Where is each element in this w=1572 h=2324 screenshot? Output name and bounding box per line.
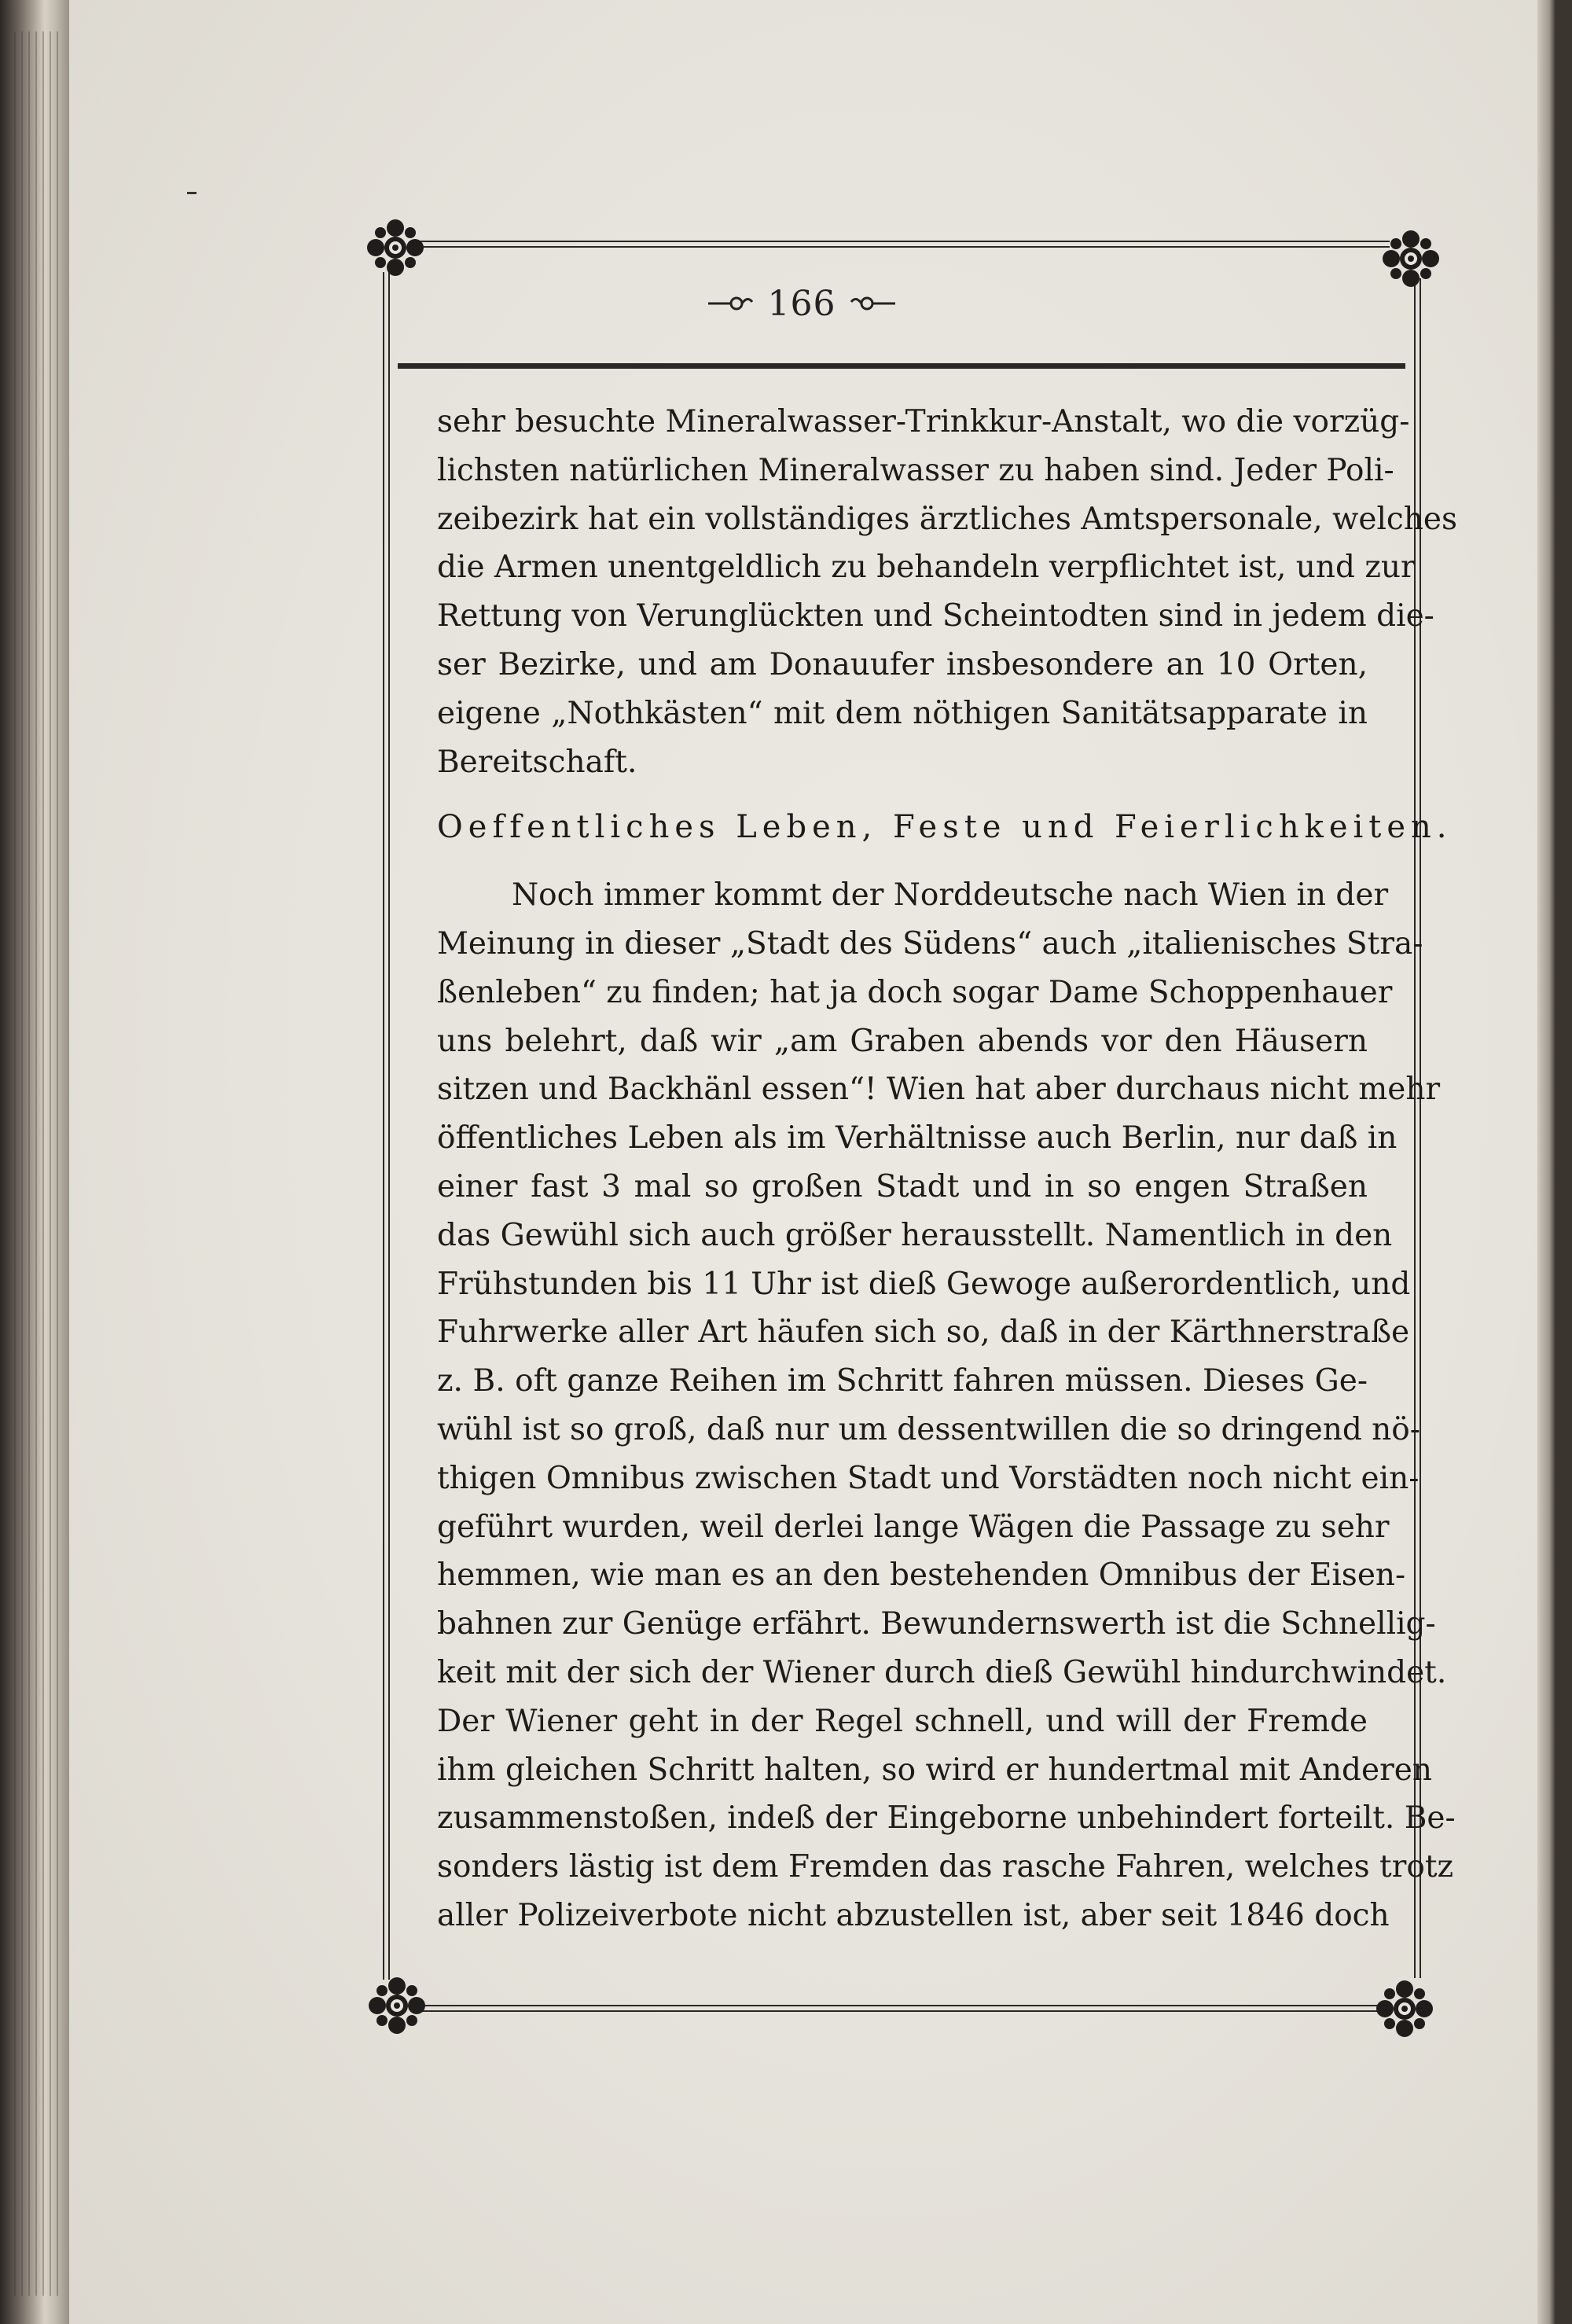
text-line: ihm gleichen Schritt halten, so wird er hundertmal mit Anderen [437, 1752, 1432, 1788]
left-scroll-ornament-icon [707, 294, 754, 313]
paragraph-public-life [437, 871, 1456, 1940]
text-line: Fuhrwerke aller Art häufen sich so, daß in der Kärthnerstraße [437, 1315, 1410, 1351]
text-line: aller Polizeiverbote nicht abzustellen ist, aber seit 1846 doch [437, 1897, 1390, 1933]
frame-left-rule [383, 272, 390, 1980]
text-line: hemmen, wie man es an den bestehenden Omnibus der Eisen- [437, 1557, 1406, 1594]
rosette-ornament-icon [366, 1975, 428, 2036]
text-line: Frühstunden bis 11 Uhr ist dieß Gewoge außerordentlich, und [437, 1266, 1411, 1302]
text-line: einer fast 3 mal so großen Stadt und in so engen Straßen [437, 1168, 1368, 1204]
text-line: öffentliches Leben als im Verhältnisse auch Berlin, nur daß in [437, 1120, 1398, 1156]
text-line: eigene „Nothkästen“ mit dem nöthigen Sanitätsapparate in [437, 695, 1368, 731]
page-edges [14, 31, 61, 2296]
rosette-ornament-icon [1374, 1978, 1435, 2039]
text-line: thigen Omnibus zwischen Stadt und Vorstädten noch nicht ein- [437, 1460, 1420, 1496]
text-line: bahnen zur Genüge erfährt. Bewundernswerth ist die Schnellig- [437, 1606, 1436, 1642]
text-line: sehr besuchte Mineralwasser-Trinkkur-Anstalt, wo die vorzüg- [437, 404, 1410, 439]
text-line: lichsten natürlichen Mineralwasser zu haben sind. Jeder Poli- [437, 452, 1394, 488]
text-line: Bereitschaft. [437, 744, 637, 780]
right-scroll-ornament-icon [850, 294, 897, 313]
rosette-ornament-icon [365, 217, 426, 278]
paragraph-mineral-water [437, 398, 1457, 786]
book-spine [0, 0, 72, 2324]
text-line: das Gewühl sich auch größer herausstellt. Namentlich in den [437, 1217, 1393, 1253]
text-line: sitzen und Backhänl essen“! Wien hat aber durchaus nicht mehr [437, 1072, 1441, 1108]
text-line: geführt wurden, weil derlei lange Wägen die Passage zu sehr [437, 1509, 1390, 1545]
page-edge-shadow [1537, 0, 1555, 2324]
text-line: sonders lästig ist dem Fremden das rasche Fahren, welches trotz [437, 1849, 1454, 1885]
page-header [409, 280, 1195, 327]
page-number: 166 [767, 283, 836, 324]
frame-bottom-rule [415, 2005, 1390, 2012]
text-line: ser Bezirke, und am Donauufer insbesondere an 10 Orten, [437, 646, 1368, 682]
page-text [437, 398, 1457, 1940]
text-line: Noch immer kommt der Norddeutsche nach Wien in der [512, 877, 1389, 914]
text-line: z. B. oft ganze Reihen im Schritt fahren müssen. Dieses Ge- [437, 1363, 1368, 1399]
rosette-ornament-icon [1380, 228, 1442, 289]
text-line: Rettung von Verunglückten und Scheintodten sind in jedem die- [437, 598, 1434, 634]
text-line: Meinung in dieser „Stadt des Südens“ auch „italienisches Stra- [437, 925, 1423, 962]
text-line: uns belehrt, daß wir „am Graben abends vor den Häusern [437, 1023, 1368, 1059]
text-line: wühl ist so groß, daß nur um dessentwillen die so dringend nö- [437, 1411, 1420, 1447]
text-line: keit mit der sich der Wiener durch dieß Gewühl hindurchwindet. [437, 1654, 1447, 1690]
text-line: ßenleben“ zu finden; hat ja doch sogar Dame Schoppenhauer [437, 974, 1393, 1010]
section-heading: Oeffentliches Leben, Feste und Feierlichkeiten. [437, 809, 1453, 846]
header-rule [398, 363, 1405, 369]
text-line: zeibezirk hat ein vollständiges ärztliches Amtspersonale, welches [437, 501, 1457, 537]
text-line: zusammenstoßen, indeß der Eingeborne unbehindert forteilt. Be- [437, 1800, 1456, 1837]
frame-top-rule [415, 241, 1390, 248]
text-line: die Armen unentgeldlich zu behandeln verpflichtet ist, und zur [437, 550, 1416, 586]
text-line: Der Wiener geht in der Regel schnell, und will der Fremde [437, 1703, 1368, 1739]
stray-ink-mark [187, 192, 196, 194]
